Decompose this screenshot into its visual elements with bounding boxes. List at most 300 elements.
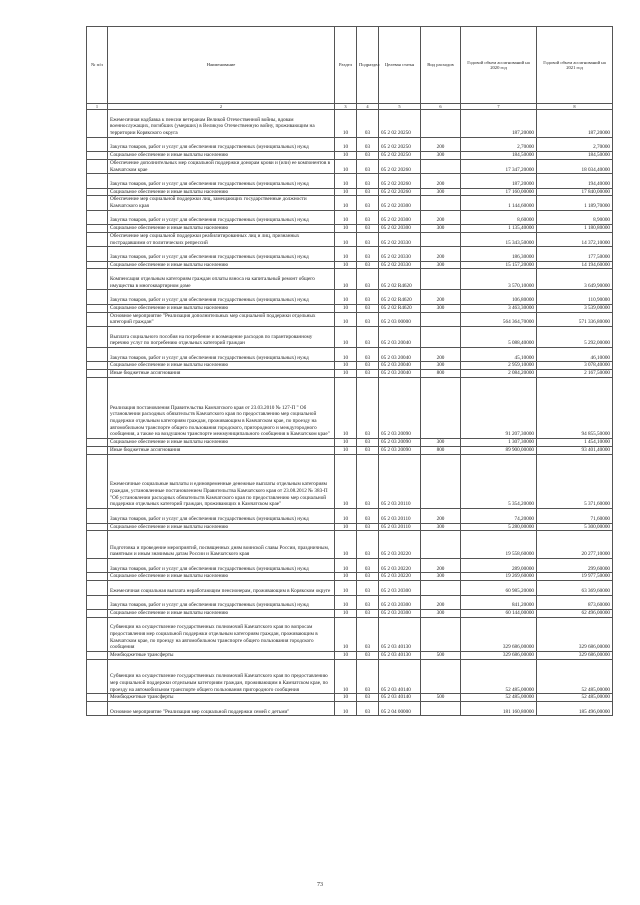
table-row xyxy=(87,446,613,454)
amount-2021-cell: 1 180,80000 xyxy=(537,225,613,233)
item-name-cell: Основное мероприятие "Реализация дополнительных мер социальной поддержки отдельных категорий граждан" xyxy=(108,312,335,326)
amount-2020-cell: 74,20000 xyxy=(461,509,537,523)
item-name-cell: Ежемесячная надбавка к пенсии ветеранам Великой Отечественной войны, вдовам военнослужащих, погибших (умерших) в Великую Отечественную войну, проживающим на территории Корякского округа xyxy=(108,110,335,138)
amount-2021-cell: 94 855,50000 xyxy=(537,377,613,438)
item-name-cell: Субвенции на осуществление государственных полномочий Камчатского края по предоставлению мер социальной поддержки отдельным категориям граждан, проживающим в Камчатском крае, по проезду на автомобильном транспорте общего пользования пригородного сообщения xyxy=(108,659,335,694)
table-row xyxy=(87,370,613,378)
csr-code-cell: 05 2 03 20300 xyxy=(379,581,421,595)
amount-2021-cell: 20 277,10000 xyxy=(537,531,613,559)
vr-code-cell: 200 xyxy=(421,174,461,188)
vr-code-cell: 300 xyxy=(421,225,461,233)
razdel-cell: 10 xyxy=(335,232,357,246)
table-row xyxy=(87,261,613,269)
amount-2021-cell: 177,50000 xyxy=(537,247,613,261)
item-name-cell: Социальное обеспечение и иные выплаты населению xyxy=(108,362,335,370)
csr-code-cell: 05 2 02 20330 xyxy=(379,232,421,246)
table-row xyxy=(87,573,613,581)
amount-2020-cell: 1 307,30000 xyxy=(461,439,537,447)
item-name-cell: Обеспечение мер социальной поддержки реабилитированных лиц и лиц, признанных пострадавшими от политических репрессий xyxy=(108,232,335,246)
razdel-cell: 10 xyxy=(335,523,357,531)
razdel-cell: 10 xyxy=(335,362,357,370)
podrazdel-cell: 03 xyxy=(357,454,379,509)
amount-2020-cell: 329 686,00000 xyxy=(461,652,537,660)
podrazdel-cell: 03 xyxy=(357,225,379,233)
csr-code-cell: 05 2 02 R4620 xyxy=(379,269,421,290)
row-number-cell xyxy=(87,652,108,660)
table-row xyxy=(87,196,613,210)
item-name-cell: Межбюджетные трансферты xyxy=(108,694,335,702)
csr-code-cell: 05 2 02 20300 xyxy=(379,196,421,210)
column-number: 3 xyxy=(335,104,357,110)
row-number-cell xyxy=(87,269,108,290)
column-number: 2 xyxy=(108,104,335,110)
vr-code-cell: 800 xyxy=(421,446,461,454)
razdel-cell: 10 xyxy=(335,694,357,702)
amount-2020-cell: 564 364,70000 xyxy=(461,312,537,326)
row-number-cell xyxy=(87,152,108,160)
row-number-cell xyxy=(87,595,108,609)
razdel-cell: 10 xyxy=(335,326,357,347)
vr-code-cell: 300 xyxy=(421,573,461,581)
amount-2020-cell: 2 959,10000 xyxy=(461,362,537,370)
razdel-cell: 10 xyxy=(335,196,357,210)
row-number-cell xyxy=(87,304,108,312)
amount-2021-cell: 14 372,10000 xyxy=(537,232,613,246)
budget-table-sheet xyxy=(86,26,612,716)
podrazdel-cell: 03 xyxy=(357,652,379,660)
vr-code-cell: 200 xyxy=(421,559,461,573)
vr-code-cell xyxy=(421,326,461,347)
amount-2021-cell: 299,60000 xyxy=(537,559,613,573)
podrazdel-cell: 03 xyxy=(357,269,379,290)
table-row xyxy=(87,159,613,173)
podrazdel-cell: 03 xyxy=(357,188,379,196)
vr-code-cell: 300 xyxy=(421,439,461,447)
amount-2020-cell: 841,20000 xyxy=(461,595,537,609)
amount-2021-cell: 17 840,00000 xyxy=(537,188,613,196)
amount-2021-cell: 1 189,70000 xyxy=(537,196,613,210)
podrazdel-cell: 03 xyxy=(357,174,379,188)
csr-code-cell: 05 2 03 40140 xyxy=(379,659,421,694)
row-number-cell xyxy=(87,581,108,595)
vr-code-cell: 200 xyxy=(421,290,461,304)
amount-2021-cell: 46,10000 xyxy=(537,348,613,362)
header-2020: Годовой объем ассигнований на 2020 год xyxy=(461,27,537,104)
row-number-cell xyxy=(87,702,108,716)
podrazdel-cell: 03 xyxy=(357,523,379,531)
podrazdel-cell: 03 xyxy=(357,509,379,523)
table-row xyxy=(87,362,613,370)
csr-code-cell: 05 2 03 20110 xyxy=(379,523,421,531)
amount-2020-cell: 60 144,00000 xyxy=(461,609,537,617)
amount-2020-cell: 106,80000 xyxy=(461,290,537,304)
podrazdel-cell: 03 xyxy=(357,446,379,454)
razdel-cell: 10 xyxy=(335,573,357,581)
item-name-cell: Ежемесячная социальная выплата неработающим пенсионерам, проживающим в Корякском округе xyxy=(108,581,335,595)
podrazdel-cell: 03 xyxy=(357,110,379,138)
item-name-cell: Социальное обеспечение и иные выплаты населению xyxy=(108,225,335,233)
amount-2020-cell: 289,00000 xyxy=(461,559,537,573)
amount-2020-cell: 45,10000 xyxy=(461,348,537,362)
column-number: 1 xyxy=(87,104,108,110)
header-name: Наименование xyxy=(108,27,335,104)
amount-2020-cell: 15 343,50000 xyxy=(461,232,537,246)
row-number-cell xyxy=(87,247,108,261)
podrazdel-cell: 03 xyxy=(357,659,379,694)
amount-2020-cell: 8,60000 xyxy=(461,210,537,224)
row-number-cell xyxy=(87,609,108,617)
csr-code-cell: 05 2 02 20260 xyxy=(379,159,421,173)
razdel-cell: 10 xyxy=(335,174,357,188)
row-number-cell xyxy=(87,261,108,269)
amount-2020-cell: 5 088,40000 xyxy=(461,326,537,347)
podrazdel-cell: 03 xyxy=(357,581,379,595)
amount-2020-cell: 2 084,20000 xyxy=(461,370,537,378)
vr-code-cell xyxy=(421,159,461,173)
table-row xyxy=(87,531,613,559)
amount-2021-cell: 329 686,00000 xyxy=(537,652,613,660)
vr-code-cell xyxy=(421,454,461,509)
vr-code-cell: 200 xyxy=(421,137,461,151)
podrazdel-cell: 03 xyxy=(357,531,379,559)
item-name-cell: Закупка товаров, работ и услуг для обеспечения государственных (муниципальных) нужд xyxy=(108,210,335,224)
vr-code-cell: 300 xyxy=(421,304,461,312)
table-row xyxy=(87,595,613,609)
razdel-cell: 10 xyxy=(335,188,357,196)
razdel-cell: 10 xyxy=(335,159,357,173)
table-row xyxy=(87,348,613,362)
csr-code-cell: 05 2 03 00000 xyxy=(379,312,421,326)
csr-code-cell: 05 2 02 20250 xyxy=(379,152,421,160)
razdel-cell: 10 xyxy=(335,454,357,509)
item-name-cell: Социальное обеспечение и иные выплаты населению xyxy=(108,573,335,581)
row-number-cell xyxy=(87,617,108,652)
razdel-cell: 10 xyxy=(335,559,357,573)
item-name-cell: Социальное обеспечение и иные выплаты населению xyxy=(108,152,335,160)
vr-code-cell: 300 xyxy=(421,188,461,196)
column-number: 8 xyxy=(537,104,613,110)
amount-2021-cell: 2 167,50000 xyxy=(537,370,613,378)
csr-code-cell: 05 2 02 20330 xyxy=(379,261,421,269)
csr-code-cell: 05 2 03 20110 xyxy=(379,509,421,523)
item-name-cell: Выплата социального пособия на погребение и возмещение расходов по гарантированному перечню услуг по погребению отдельных категорий граждан xyxy=(108,326,335,347)
table-row xyxy=(87,609,613,617)
table-row xyxy=(87,290,613,304)
podrazdel-cell: 03 xyxy=(357,439,379,447)
table-row xyxy=(87,312,613,326)
row-number-cell xyxy=(87,531,108,559)
podrazdel-cell: 03 xyxy=(357,152,379,160)
row-number-cell xyxy=(87,348,108,362)
amount-2021-cell: 194,40000 xyxy=(537,174,613,188)
amount-2020-cell: 60 985,20000 xyxy=(461,581,537,595)
podrazdel-cell: 03 xyxy=(357,196,379,210)
amount-2021-cell: 14 194,60000 xyxy=(537,261,613,269)
razdel-cell: 10 xyxy=(335,446,357,454)
csr-code-cell: 05 2 03 20110 xyxy=(379,454,421,509)
podrazdel-cell: 03 xyxy=(357,304,379,312)
podrazdel-cell: 03 xyxy=(357,595,379,609)
item-name-cell: Межбюджетные трансферты xyxy=(108,652,335,660)
amount-2020-cell: 187,20000 xyxy=(461,110,537,138)
amount-2021-cell: 2,70000 xyxy=(537,137,613,151)
vr-code-cell xyxy=(421,232,461,246)
razdel-cell: 10 xyxy=(335,137,357,151)
csr-code-cell: 05 2 03 20040 xyxy=(379,362,421,370)
row-number-cell xyxy=(87,312,108,326)
podrazdel-cell: 03 xyxy=(357,377,379,438)
column-number: 6 xyxy=(421,104,461,110)
amount-2021-cell: 93 401,40000 xyxy=(537,446,613,454)
item-name-cell: Социальное обеспечение и иные выплаты населению xyxy=(108,523,335,531)
podrazdel-cell: 03 xyxy=(357,261,379,269)
item-name-cell: Закупка товаров, работ и услуг для обеспечения государственных (муниципальных) нужд xyxy=(108,174,335,188)
amount-2020-cell: 15 157,20000 xyxy=(461,261,537,269)
csr-code-cell: 05 2 02 20260 xyxy=(379,174,421,188)
row-number-cell xyxy=(87,110,108,138)
amount-2020-cell: 2,70000 xyxy=(461,137,537,151)
table-row xyxy=(87,188,613,196)
podrazdel-cell: 03 xyxy=(357,609,379,617)
vr-code-cell: 300 xyxy=(421,152,461,160)
vr-code-cell xyxy=(421,110,461,138)
table-row xyxy=(87,581,613,595)
csr-code-cell: 05 2 02 R4620 xyxy=(379,290,421,304)
amount-2021-cell: 329 686,00000 xyxy=(537,617,613,652)
razdel-cell: 10 xyxy=(335,509,357,523)
row-number-cell xyxy=(87,196,108,210)
podrazdel-cell: 03 xyxy=(357,326,379,347)
amount-2020-cell: 329 686,00000 xyxy=(461,617,537,652)
table-row xyxy=(87,659,613,694)
table-row xyxy=(87,210,613,224)
row-number-cell xyxy=(87,446,108,454)
row-number-cell xyxy=(87,559,108,573)
csr-code-cell: 05 2 02 20250 xyxy=(379,110,421,138)
item-name-cell: Закупка товаров, работ и услуг для обеспечения государственных (муниципальных) нужд xyxy=(108,137,335,151)
row-number-cell xyxy=(87,523,108,531)
row-number-cell xyxy=(87,225,108,233)
table-row xyxy=(87,247,613,261)
amount-2020-cell: 89 900,00000 xyxy=(461,446,537,454)
item-name-cell: Основное мероприятие "Реализация мер социальной поддержки семей с детьми" xyxy=(108,702,335,716)
row-number-cell xyxy=(87,188,108,196)
amount-2021-cell: 1 454,10000 xyxy=(537,439,613,447)
csr-code-cell: 05 2 03 20300 xyxy=(379,609,421,617)
razdel-cell: 10 xyxy=(335,617,357,652)
amount-2021-cell: 571 336,80000 xyxy=(537,312,613,326)
header-num: № п/п xyxy=(87,27,108,104)
amount-2020-cell: 184,50000 xyxy=(461,152,537,160)
podrazdel-cell: 03 xyxy=(357,362,379,370)
row-number-cell xyxy=(87,137,108,151)
amount-2021-cell: 3 078,40000 xyxy=(537,362,613,370)
vr-code-cell: 200 xyxy=(421,595,461,609)
csr-code-cell: 05 2 03 20090 xyxy=(379,446,421,454)
csr-code-cell: 05 2 03 40130 xyxy=(379,617,421,652)
csr-code-cell: 05 2 03 20300 xyxy=(379,595,421,609)
header-vr: Вид расходов xyxy=(421,27,461,104)
row-number-cell xyxy=(87,370,108,378)
amount-2021-cell: 5 292,00000 xyxy=(537,326,613,347)
amount-2020-cell: 1 144,60000 xyxy=(461,196,537,210)
razdel-cell: 10 xyxy=(335,439,357,447)
amount-2021-cell: 19 977,50000 xyxy=(537,573,613,581)
csr-code-cell: 05 2 03 20040 xyxy=(379,348,421,362)
vr-code-cell: 300 xyxy=(421,261,461,269)
podrazdel-cell: 03 xyxy=(357,559,379,573)
table-row xyxy=(87,694,613,702)
table-row xyxy=(87,326,613,347)
csr-code-cell: 05 2 02 20300 xyxy=(379,225,421,233)
vr-code-cell xyxy=(421,659,461,694)
vr-code-cell xyxy=(421,196,461,210)
item-name-cell: Социальное обеспечение и иные выплаты населению xyxy=(108,188,335,196)
razdel-cell: 10 xyxy=(335,702,357,716)
podrazdel-cell: 03 xyxy=(357,573,379,581)
item-name-cell: Закупка товаров, работ и услуг для обеспечения государственных (муниципальных) нужд xyxy=(108,290,335,304)
amount-2021-cell: 187,20000 xyxy=(537,110,613,138)
amount-2021-cell: 3 649,90000 xyxy=(537,269,613,290)
row-number-cell xyxy=(87,377,108,438)
csr-code-cell: 05 2 03 20040 xyxy=(379,370,421,378)
amount-2021-cell: 184,50000 xyxy=(537,152,613,160)
page-number: 73 xyxy=(317,882,323,888)
amount-2020-cell: 187,20000 xyxy=(461,174,537,188)
vr-code-cell xyxy=(421,312,461,326)
podrazdel-cell: 03 xyxy=(357,232,379,246)
amount-2021-cell: 62 496,00000 xyxy=(537,609,613,617)
column-number: 5 xyxy=(379,104,421,110)
podrazdel-cell: 03 xyxy=(357,312,379,326)
table-row xyxy=(87,559,613,573)
amount-2020-cell: 3 570,10000 xyxy=(461,269,537,290)
vr-code-cell xyxy=(421,531,461,559)
vr-code-cell xyxy=(421,269,461,290)
column-number: 4 xyxy=(357,104,379,110)
podrazdel-cell: 03 xyxy=(357,348,379,362)
razdel-cell: 10 xyxy=(335,652,357,660)
podrazdel-cell: 03 xyxy=(357,247,379,261)
vr-code-cell: 300 xyxy=(421,523,461,531)
item-name-cell: Подготовка и проведение мероприятий, посвященных дням воинской славы России, праздничным, памятным и иным значимым датам России и Камчатского края xyxy=(108,531,335,559)
header-razdel: Раздел xyxy=(335,27,357,104)
item-name-cell: Социальное обеспечение и иные выплаты населению xyxy=(108,439,335,447)
csr-code-cell: 05 2 02 20330 xyxy=(379,247,421,261)
amount-2021-cell: 3 539,00000 xyxy=(537,304,613,312)
budget-table xyxy=(86,26,613,716)
header-2021: Годовой объем ассигнований на 2021 год xyxy=(537,27,613,104)
csr-code-cell: 05 2 02 R4620 xyxy=(379,304,421,312)
amount-2021-cell: 110,90000 xyxy=(537,290,613,304)
csr-code-cell: 05 2 03 20040 xyxy=(379,326,421,347)
amount-2020-cell: 17 347,20000 xyxy=(461,159,537,173)
vr-code-cell: 500 xyxy=(421,652,461,660)
amount-2020-cell: 5 354,20000 xyxy=(461,454,537,509)
header-podrazdel: Подраздел xyxy=(357,27,379,104)
razdel-cell: 10 xyxy=(335,370,357,378)
table-row xyxy=(87,377,613,438)
amount-2020-cell: 181 160,80000 xyxy=(461,702,537,716)
amount-2020-cell: 19 269,60000 xyxy=(461,573,537,581)
item-name-cell: Закупка товаров, работ и услуг для обеспечения государственных (муниципальных) нужд xyxy=(108,509,335,523)
vr-code-cell: 800 xyxy=(421,370,461,378)
table-row xyxy=(87,617,613,652)
vr-code-cell: 200 xyxy=(421,210,461,224)
table-row xyxy=(87,523,613,531)
podrazdel-cell: 03 xyxy=(357,702,379,716)
razdel-cell: 10 xyxy=(335,290,357,304)
table-row xyxy=(87,304,613,312)
razdel-cell: 10 xyxy=(335,377,357,438)
item-name-cell: Социальное обеспечение и иные выплаты населению xyxy=(108,304,335,312)
item-name-cell: Обеспечение дополнительных мер социальной поддержки донорам крови и (или) ее компонентов в Камчатском крае xyxy=(108,159,335,173)
amount-2020-cell: 91 207,30000 xyxy=(461,377,537,438)
vr-code-cell: 500 xyxy=(421,694,461,702)
row-number-cell xyxy=(87,439,108,447)
amount-2020-cell: 3 463,30000 xyxy=(461,304,537,312)
amount-2020-cell: 52 485,00000 xyxy=(461,659,537,694)
header-row xyxy=(87,27,613,104)
table-row xyxy=(87,137,613,151)
razdel-cell: 10 xyxy=(335,581,357,595)
csr-code-cell: 05 2 02 20300 xyxy=(379,210,421,224)
csr-code-cell: 05 2 03 20220 xyxy=(379,559,421,573)
amount-2021-cell: 52 485,00000 xyxy=(537,659,613,694)
razdel-cell: 10 xyxy=(335,348,357,362)
amount-2021-cell: 185 496,00000 xyxy=(537,702,613,716)
csr-code-cell: 05 2 03 20090 xyxy=(379,377,421,438)
row-number-cell xyxy=(87,509,108,523)
podrazdel-cell: 03 xyxy=(357,370,379,378)
amount-2021-cell: 71,60000 xyxy=(537,509,613,523)
amount-2020-cell: 17 160,00000 xyxy=(461,188,537,196)
table-row xyxy=(87,454,613,509)
amount-2021-cell: 52 485,00000 xyxy=(537,694,613,702)
amount-2020-cell: 5 280,00000 xyxy=(461,523,537,531)
razdel-cell: 10 xyxy=(335,152,357,160)
vr-code-cell xyxy=(421,702,461,716)
item-name-cell: Иные бюджетные ассигнования xyxy=(108,370,335,378)
item-name-cell: Иные бюджетные ассигнования xyxy=(108,446,335,454)
vr-code-cell: 300 xyxy=(421,362,461,370)
csr-code-cell: 05 2 03 20220 xyxy=(379,573,421,581)
table-row xyxy=(87,269,613,290)
razdel-cell: 10 xyxy=(335,659,357,694)
item-name-cell: Ежемесячные социальные выплаты и единовременные денежные выплаты отдельным категориям граждан, установленные постановлением Правительства Камчатского края от 23.08.2012 № 383-П "Об установлении расходных обязательств Камчатского края по предоставлению мер социальной поддержки отдельных категорий граждан, проживающих в Камчатском крае" xyxy=(108,454,335,509)
item-name-cell: Компенсация отдельным категориям граждан оплаты взноса на капитальный ремонт общего имущества в многоквартирном доме xyxy=(108,269,335,290)
amount-2020-cell: 19 558,60000 xyxy=(461,531,537,559)
amount-2021-cell: 5 300,00000 xyxy=(537,523,613,531)
item-name-cell: Социальное обеспечение и иные выплаты населению xyxy=(108,609,335,617)
item-name-cell: Социальное обеспечение и иные выплаты населению xyxy=(108,261,335,269)
table-row xyxy=(87,152,613,160)
amount-2020-cell: 1 135,40000 xyxy=(461,225,537,233)
table-row xyxy=(87,439,613,447)
razdel-cell: 10 xyxy=(335,247,357,261)
amount-2021-cell: 18 034,40000 xyxy=(537,159,613,173)
razdel-cell: 10 xyxy=(335,609,357,617)
amount-2021-cell: 5 371,60000 xyxy=(537,454,613,509)
row-number-cell xyxy=(87,326,108,347)
podrazdel-cell: 03 xyxy=(357,290,379,304)
razdel-cell: 10 xyxy=(335,261,357,269)
vr-code-cell xyxy=(421,377,461,438)
vr-code-cell: 200 xyxy=(421,348,461,362)
amount-2021-cell: 63 369,60000 xyxy=(537,581,613,595)
razdel-cell: 10 xyxy=(335,269,357,290)
podrazdel-cell: 03 xyxy=(357,617,379,652)
